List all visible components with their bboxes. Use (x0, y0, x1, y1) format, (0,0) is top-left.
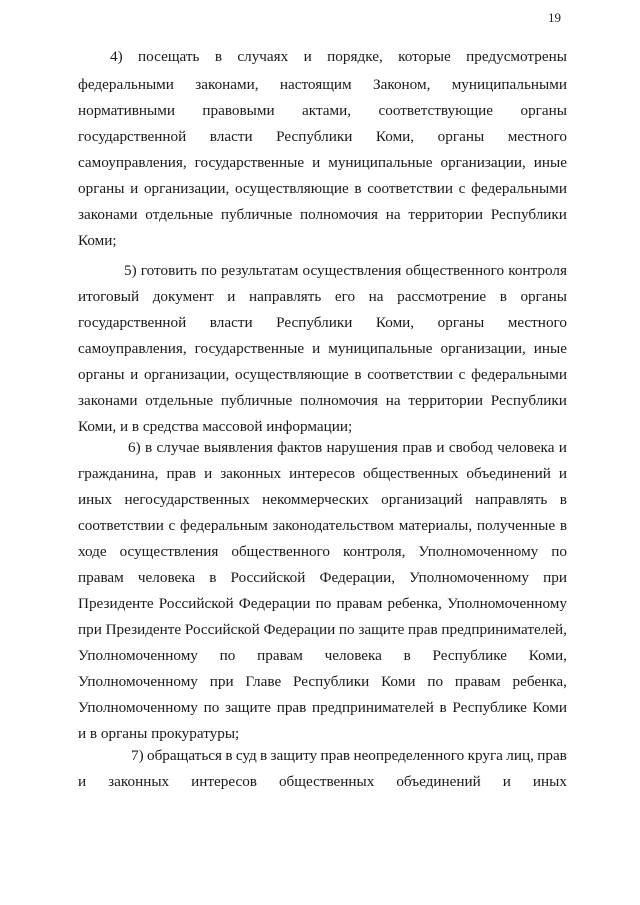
word: публичные (220, 392, 293, 409)
word: при (78, 621, 102, 638)
word: Российской (184, 621, 260, 638)
word: органы (520, 288, 567, 305)
word: Уполномоченному (78, 673, 198, 690)
word: и (558, 465, 567, 482)
word: полученные (476, 517, 556, 534)
word: и (312, 154, 321, 171)
word: местного (507, 314, 567, 331)
word: защите (358, 621, 405, 638)
word: организации, (440, 340, 526, 357)
word: иных (532, 773, 567, 790)
word: правовыми (202, 102, 275, 119)
word: органы (78, 366, 125, 383)
word: прав (166, 465, 197, 482)
word: Коми, (375, 128, 415, 145)
word: законами (78, 392, 138, 409)
word: прав (276, 699, 307, 716)
word: и (303, 48, 312, 65)
word: в (209, 569, 217, 586)
word: законодательством (272, 517, 394, 534)
word: лиц, (506, 747, 534, 764)
word: Коми, (375, 314, 415, 331)
paragraph-line (78, 646, 567, 666)
paragraph-line: Коми, и в средства массовой информации; (78, 418, 353, 435)
word: Республики (293, 673, 370, 690)
word: соответствующие (378, 102, 494, 119)
word: соответствии (367, 366, 454, 383)
word: актами, (302, 102, 352, 119)
word: результатам (220, 262, 299, 279)
word: прав (402, 439, 432, 456)
word: контроля, (342, 543, 406, 560)
word: отдельные (145, 392, 214, 409)
word: контроля (508, 262, 567, 279)
word: территории (408, 206, 483, 223)
word: общественных (363, 465, 459, 482)
paragraph-line (128, 438, 567, 458)
word: организации, (143, 180, 230, 197)
word: правам (336, 595, 383, 612)
word: готовить (140, 262, 197, 279)
word: осуществляющие (234, 366, 349, 383)
word: и (78, 773, 87, 790)
word: неопределенного (353, 747, 465, 764)
word: суд (235, 747, 257, 764)
word: Российской (230, 569, 306, 586)
word: объединений (396, 773, 481, 790)
word: Республики (276, 128, 353, 145)
word: интересов (191, 773, 257, 790)
word: законных (108, 773, 170, 790)
word: ходе (78, 543, 107, 560)
paragraph-line (78, 339, 567, 359)
word: в (559, 517, 567, 534)
paragraph-line (78, 153, 567, 173)
word: при (209, 673, 234, 690)
word: Законом, (372, 76, 431, 93)
word: защите (225, 699, 271, 716)
word: органы (437, 314, 485, 331)
word: по (315, 595, 332, 612)
word: соответствии (367, 180, 454, 197)
word: Уполномоченному (447, 595, 567, 612)
word: свобод (448, 439, 493, 456)
word: государственные (194, 154, 305, 171)
word: территории (408, 392, 483, 409)
word: полномочия (299, 392, 379, 409)
paragraph-line (78, 205, 567, 225)
word: в (354, 180, 362, 197)
word: Коми (532, 699, 567, 716)
word: нормативными (78, 102, 175, 119)
word: отдельные (145, 206, 214, 223)
word: в (145, 439, 153, 456)
word: с (168, 517, 176, 534)
word: публичные (220, 206, 293, 223)
word: настоящим (279, 76, 352, 93)
word: государственные (194, 340, 305, 357)
word: предпринимателей, (441, 621, 567, 638)
word: Уполномоченному (78, 647, 198, 664)
word: в (225, 747, 233, 764)
word: на (368, 288, 384, 305)
word: по (427, 673, 444, 690)
word: человека (324, 647, 382, 664)
word: организаций (381, 491, 463, 508)
word: прав (320, 747, 351, 764)
word: гражданина, (78, 465, 159, 482)
word: Уполномоченному (78, 699, 198, 716)
word: в (499, 288, 507, 305)
word: органы (437, 128, 485, 145)
word: на (385, 206, 401, 223)
word: по (201, 262, 217, 279)
word: 5) (124, 262, 137, 279)
paragraph-line (78, 391, 567, 411)
word: общественного (405, 262, 505, 279)
word: с (458, 180, 466, 197)
word: ребенка, (387, 595, 442, 612)
word: Республики (490, 392, 567, 409)
word: по (219, 647, 236, 664)
paragraph-line (78, 287, 567, 307)
word: материалы, (398, 517, 473, 534)
word: с (458, 366, 466, 383)
paragraph-line (78, 127, 567, 147)
word: правам (257, 647, 303, 664)
paragraph-line (110, 47, 567, 67)
word: негосударственных (124, 491, 250, 508)
word: Республике (452, 699, 527, 716)
paragraph-line: Коми; (78, 232, 117, 249)
word: по (338, 621, 355, 638)
word: человека (137, 569, 196, 586)
word: федеральными (471, 366, 567, 383)
word: государственной (78, 314, 187, 331)
word: обращаться (146, 747, 222, 764)
word: в (354, 366, 362, 383)
word: фактов (277, 439, 323, 456)
word: некоммерческих (262, 491, 369, 508)
word: круга (467, 747, 503, 764)
word: правам (78, 569, 124, 586)
word: посещать (138, 48, 200, 65)
word: органы (78, 180, 125, 197)
word: Федерации, (319, 569, 395, 586)
word: объединений (466, 465, 551, 482)
word: и (558, 439, 567, 456)
word: Федерации (263, 621, 336, 638)
word: 6) (128, 439, 141, 456)
word: выявления (203, 439, 273, 456)
word: законных (220, 465, 282, 482)
word: организации, (143, 366, 230, 383)
word: федеральным (179, 517, 268, 534)
word: муниципальные (328, 340, 433, 357)
word: муниципальными (451, 76, 567, 93)
word: итоговый (78, 288, 140, 305)
paragraph-line (78, 594, 567, 614)
word: прав (408, 621, 438, 638)
word: по (203, 699, 220, 716)
word: направлять (249, 288, 322, 305)
word: рассмотрение (397, 288, 487, 305)
word: Республики (490, 206, 567, 223)
word: Президенте (105, 621, 182, 638)
word: Коми, (528, 647, 567, 664)
paragraph-line (78, 772, 567, 792)
paragraph-line (78, 179, 567, 199)
word: 7) (131, 747, 144, 764)
word: государственной (78, 128, 187, 145)
word: нарушения (326, 439, 399, 456)
word: иных (78, 491, 113, 508)
word: законами, (195, 76, 259, 93)
word: человека (497, 439, 555, 456)
word: прав (537, 747, 567, 764)
word: осуществляющие (234, 180, 349, 197)
page-number: 19 (548, 10, 561, 25)
word: осуществления (302, 262, 402, 279)
word: Республике (432, 647, 507, 664)
word: защиту (270, 747, 318, 764)
paragraph-line (131, 746, 567, 766)
paragraph-line: и в органы прокуратуры; (78, 725, 240, 742)
word: при (543, 569, 567, 586)
paragraph-line (78, 365, 567, 385)
word: в (439, 699, 447, 716)
word: местного (507, 128, 567, 145)
word: осуществления (119, 543, 219, 560)
word: ребенка, (512, 673, 567, 690)
word: соответствии (78, 517, 164, 534)
word: интересов (289, 465, 356, 482)
paragraph-line (78, 568, 567, 588)
word: общественных (278, 773, 375, 790)
paragraph-line (78, 542, 567, 562)
word: Республики (276, 314, 353, 331)
word: власти (209, 128, 253, 145)
word: Главе (245, 673, 282, 690)
word: самоуправления, (78, 154, 187, 171)
paragraph-line (78, 698, 567, 718)
word: правам (454, 673, 501, 690)
word: органы (520, 102, 567, 119)
paragraph-line (78, 620, 567, 640)
word: по (551, 543, 567, 560)
word: и (204, 465, 213, 482)
word: власти (209, 314, 253, 331)
word: предусмотрены (466, 48, 567, 65)
paragraph-line (78, 490, 567, 510)
word: иные (533, 340, 567, 357)
word: и (227, 288, 236, 305)
word: Федерации (238, 595, 311, 612)
word: на (385, 392, 401, 409)
word: и (130, 180, 139, 197)
word: законами (78, 206, 138, 223)
word: его (334, 288, 356, 305)
paragraph-line (78, 313, 567, 333)
word: случаях (237, 48, 289, 65)
word: документ (152, 288, 214, 305)
word: общественного (231, 543, 330, 560)
word: полномочия (299, 206, 379, 223)
word: которые (398, 48, 451, 65)
paragraph-line (78, 672, 567, 692)
word: и (502, 773, 511, 790)
paragraph-line (78, 101, 567, 121)
word: направлять (475, 491, 548, 508)
word: федеральными (78, 76, 174, 93)
word: порядке, (327, 48, 383, 65)
word: самоуправления, (78, 340, 187, 357)
word: в (559, 491, 567, 508)
word: и (312, 340, 321, 357)
word: в (403, 647, 411, 664)
word: в (260, 747, 268, 764)
paragraph-line (78, 516, 567, 536)
word: Уполномоченному (418, 543, 539, 560)
word: организации, (440, 154, 526, 171)
word: Уполномоченному (409, 569, 529, 586)
word: и (130, 366, 139, 383)
word: Коми (381, 673, 416, 690)
word: 4) (110, 48, 123, 65)
word: Президенте (78, 595, 154, 612)
paragraph-line (78, 464, 567, 484)
word: предпринимателей (312, 699, 434, 716)
paragraph-line (124, 261, 567, 281)
paragraph-line (78, 75, 567, 95)
word: федеральными (471, 180, 567, 197)
word: муниципальные (328, 154, 433, 171)
word: случае (156, 439, 200, 456)
word: и (436, 439, 445, 456)
word: иные (533, 154, 567, 171)
word: Российской (158, 595, 234, 612)
word: в (214, 48, 222, 65)
